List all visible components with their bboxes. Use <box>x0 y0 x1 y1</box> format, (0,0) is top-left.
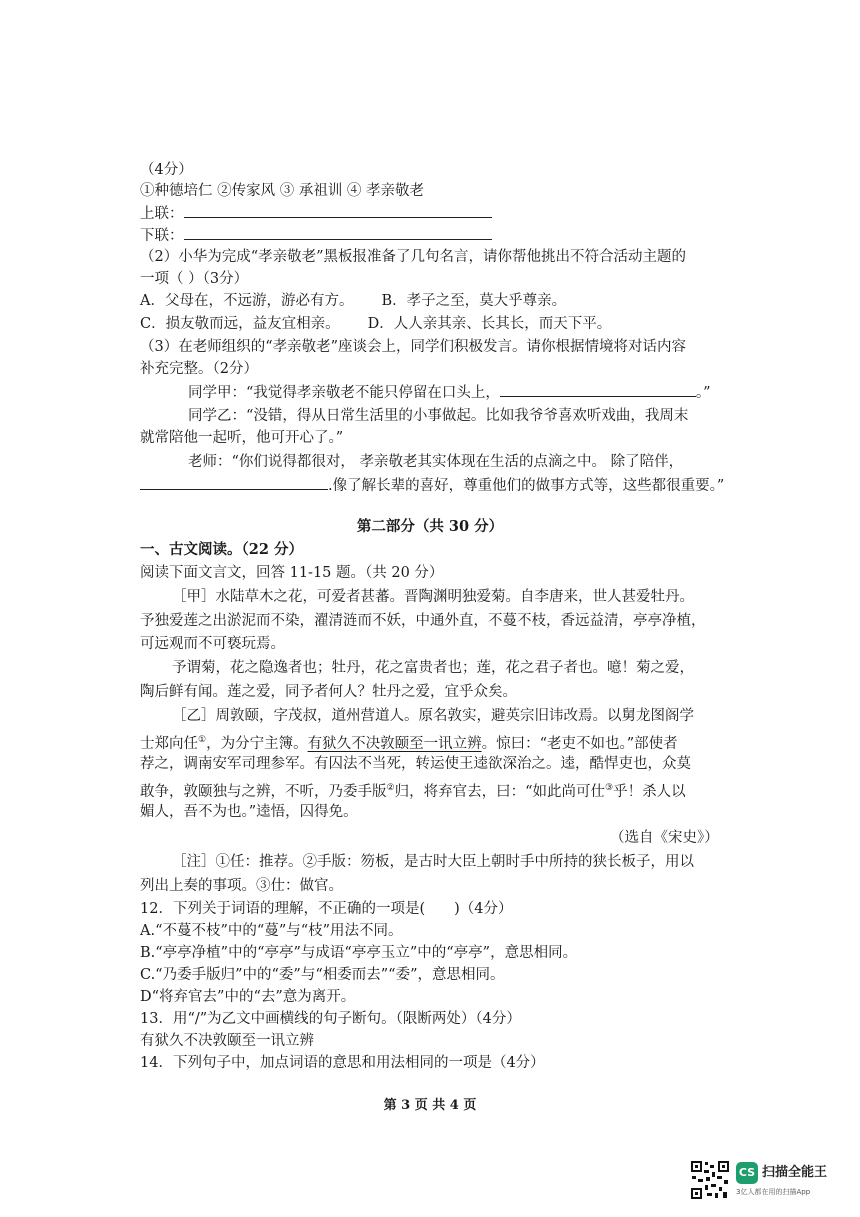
dialogue-teacher-line2 <box>140 475 724 496</box>
note-marker: ③ <box>605 783 614 793</box>
upper-couplet-row <box>140 203 492 224</box>
passage-jia-line: ［甲］水陆草木之花，可爱者甚蕃。晋陶渊明独爱菊。自李唐来，世人甚爱牡丹。 <box>172 589 694 605</box>
q2-option-c: C．损友敬而远，益友宜相亲。 <box>140 316 340 332</box>
passage-yi-text: 。惊曰：“老吏不如也。”部使者 <box>481 735 678 752</box>
passage-yi-line: 荐之，调南安军司理参军。有囚法不当死，转运使王逵欲深治之。逵，酷悍吏也，众莫 <box>140 756 691 772</box>
q2-options-cd <box>140 314 611 334</box>
passage-yi-text: 乎！杀人以 <box>613 783 686 800</box>
q3-stem-line1: （3）在老师组织的“孝亲敬老”座谈会上，同学们积极发言。请你根据情境将对话内容 <box>140 339 687 355</box>
student-a-text: 同学甲：“我觉得孝亲敬老不能只停留在口头上， <box>188 385 500 401</box>
section-classical-reading: 一、古文阅读。（22 分） <box>140 541 303 558</box>
q2-stem-line2: 一项（ ）（3分） <box>140 271 249 287</box>
note-marker: ② <box>386 783 395 793</box>
passage-yi-text: ，为分宁主簿。 <box>206 735 308 752</box>
passage-jia-line: 予谓菊，花之隐逸者也；牡丹，花之富贵者也；莲，花之君子者也。噫！菊之爱， <box>172 660 694 676</box>
passage-jia-line: 可远观而不可亵玩焉。 <box>140 636 285 652</box>
lower-couplet-label: 下联： <box>140 228 184 244</box>
underlined-sentence: 有狱久不决敦颐至一讯立辨 <box>307 735 482 752</box>
dialogue-teacher-line1: 老师：“你们说得都很对， 孝亲敬老其实体现在生活的点滴之中。 除了陪伴， <box>188 454 684 470</box>
student-a-end: 。” <box>695 385 711 401</box>
reading-instruction: 阅读下面文言文，回答 11-15 题。（共 20 分） <box>140 565 444 581</box>
teacher-text: .像了解长辈的喜好，尊重他们的做事方式等，这些都很重要。” <box>328 478 725 494</box>
upper-couplet-label: 上联： <box>140 206 184 222</box>
scanner-watermark <box>690 1160 840 1204</box>
question-score: （4分） <box>140 162 193 178</box>
dialogue-student-b-line1: 同学乙：“没错，得从日常生活里的小事做起。比如我爷爷喜欢听戏曲，我周末 <box>188 408 689 424</box>
q12-option-a: A.“不蔓不枝”中的“蔓”与“枝”用法不同。 <box>140 923 403 939</box>
passage-yi-line <box>140 778 686 802</box>
q13-stem: 13．用“/”为乙文中画横线的句子断句。（限断两处）（4分） <box>140 1011 521 1027</box>
passage-yi-line: ［乙］周敦颐，字茂叔，道州营道人。原名敦实，避英宗旧讳改焉。以舅龙图阁学 <box>172 708 694 724</box>
camscanner-logo-icon: CS <box>736 1162 758 1184</box>
q13-sentence: 有狱久不决敦颐至一讯立辨 <box>140 1033 314 1049</box>
dialogue-student-a <box>188 382 711 403</box>
camscanner-app-name: 扫描全能王 <box>762 1165 828 1180</box>
q2-option-a: A．父母在，不远游，游必有方。 <box>140 293 354 309</box>
couplet-options: ①种德培仁 ②传家风 ③ 承祖训 ④ 孝亲敬老 <box>140 183 425 199</box>
passage-jia-line: 予独爱莲之出淤泥而不染，濯清涟而不妖，中通外直，不蔓不枝，香远益清，亭亭净植， <box>140 613 706 629</box>
q12-option-b: B.“亭亭净植”中的“亭亭”与成语“亭亭玉立”中的“亭亭”，意思相同。 <box>140 945 578 961</box>
teacher-blank[interactable] <box>140 475 328 490</box>
q12-option-d: D“将弃官去”中的“去”意为离开。 <box>140 989 356 1005</box>
passage-source: （选自《宋史》） <box>610 830 719 846</box>
lower-couplet-blank[interactable] <box>184 225 492 240</box>
passage-yi-text: 敢争，敦颐独与之辨，不听，乃委手版 <box>140 783 387 800</box>
q14-stem: 14．下列句子中，加点词语的意思和用法相同的一项是（4分） <box>140 1055 545 1071</box>
q12-stem: 12．下列关于词语的理解，不正确的一项是( )（4分） <box>140 901 513 917</box>
q3-stem-line2: 补充完整。（2分） <box>140 361 258 377</box>
notes-line2: 列出上奏的事项。③仕：做官。 <box>140 878 343 894</box>
camscanner-tagline: 3亿人都在用的扫描App <box>736 1188 811 1196</box>
note-marker: ① <box>198 735 207 745</box>
passage-jia-line: 陶后鲜有闻。莲之爱，同予者何人？牡丹之爱，宜乎众矣。 <box>140 684 517 700</box>
q2-option-d: D．人人亲其亲、长其长，而天下平。 <box>367 316 612 332</box>
lower-couplet-row <box>140 225 492 246</box>
part2-title: 第二部分（共 30 分） <box>356 518 504 535</box>
q2-option-b: B．孝子之至，莫大乎尊亲。 <box>381 293 567 309</box>
upper-couplet-blank[interactable] <box>184 203 492 218</box>
passage-yi-line <box>140 730 678 754</box>
q2-options-ab <box>140 291 566 311</box>
qr-code-icon <box>690 1160 730 1200</box>
page-footer: 第 3 页 共 4 页 <box>383 1098 477 1113</box>
passage-yi-text: 归，将弃官去，曰：“如此尚可仕 <box>394 783 605 800</box>
q2-stem-line1: （2）小华为完成“孝亲敬老”黑板报准备了几句名言，请你帮他挑出不符合活动主题的 <box>140 249 687 265</box>
passage-yi-line: 媚人，吾不为也。”逵悟，囚得免。 <box>140 804 358 820</box>
q12-option-c: C.“乃委手版归”中的“委”与“相委而去”“委”，意思相同。 <box>140 967 505 983</box>
notes-line1: ［注］①任：推荐。②手版：笏板，是古时大臣上朝时手中所持的狭长板子，用以 <box>172 854 694 870</box>
dialogue-student-b-line2: 就常陪他一起听，他可开心了。” <box>140 430 344 446</box>
student-a-blank[interactable] <box>500 382 696 397</box>
passage-yi-text: 士郑向任 <box>140 735 198 752</box>
